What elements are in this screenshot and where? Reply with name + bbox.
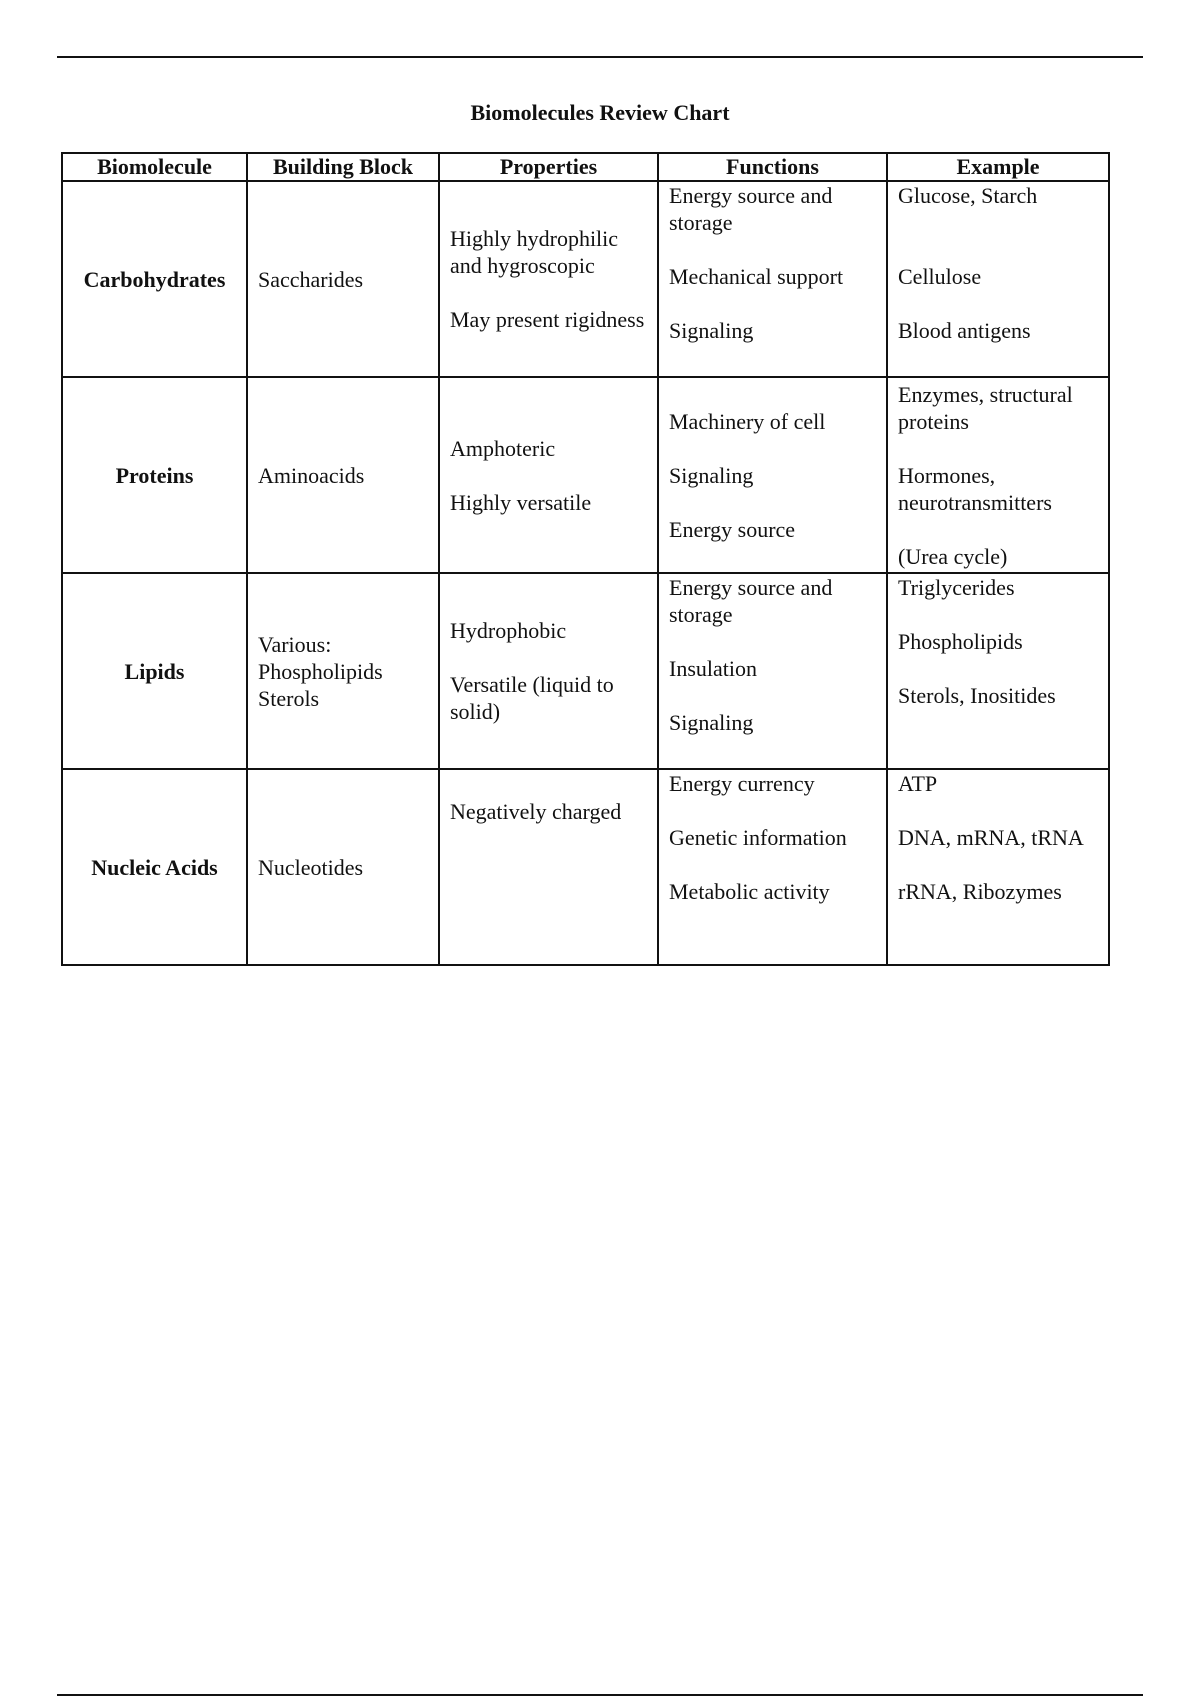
function-text: Signaling — [669, 318, 754, 343]
example-text: Hormones, neurotransmitters — [898, 462, 1052, 515]
bottom-rule — [57, 1694, 1143, 1696]
header-row — [62, 153, 1109, 181]
functions-cell — [658, 377, 887, 573]
function-text: Signaling — [669, 462, 754, 488]
properties-cell — [439, 181, 658, 377]
property-text: Hydrophobic — [450, 618, 567, 643]
page-title: Biomolecules Review Chart — [470, 100, 730, 125]
properties-cell — [439, 573, 658, 769]
example-cell — [887, 181, 1109, 377]
property-text: May present rigidness — [450, 307, 645, 332]
function-text: Insulation — [669, 656, 757, 681]
biomolecule-cell: Lipids — [62, 573, 247, 769]
example-text: ATP — [898, 771, 938, 796]
function-text: Signaling — [669, 710, 754, 735]
function-text: Energy currency — [669, 771, 815, 796]
function-text: Energy source and storage — [669, 575, 833, 627]
example-cell — [887, 573, 1109, 769]
header-properties: Properties — [439, 153, 658, 181]
function-text: Genetic information — [669, 825, 847, 850]
example-text: DNA, mRNA, tRNA — [898, 825, 1084, 850]
biomolecule-cell: Carbohydrates — [62, 181, 247, 377]
building-block-cell — [247, 181, 439, 377]
building-block-cell — [247, 769, 439, 965]
table-row — [62, 181, 1109, 377]
table-row — [62, 769, 1109, 965]
example-text: Enzymes, structural proteins — [898, 381, 1073, 434]
example-text: Cellulose — [898, 264, 982, 289]
example-text: Triglycerides — [898, 575, 1015, 600]
building-block-text: Sterols — [258, 685, 320, 711]
function-text: Energy source — [669, 516, 796, 542]
header-functions: Functions — [658, 153, 887, 181]
example-text: Phospholipids — [898, 629, 1023, 654]
biomolecules-table — [61, 152, 1110, 966]
properties-cell — [439, 769, 658, 965]
building-block-text: Aminoacids — [258, 462, 365, 488]
property-text: Amphoteric — [450, 435, 556, 461]
header-biomolecule: Biomolecule — [62, 153, 247, 181]
example-cell — [887, 377, 1109, 573]
property-text: Versatile (liquid to solid) — [450, 672, 614, 724]
property-text: Highly hydrophilic and hygroscopic — [450, 226, 619, 278]
property-text: Negatively charged — [450, 799, 622, 824]
building-block-text: Nucleotides — [258, 854, 364, 880]
functions-cell — [658, 573, 887, 769]
table-row — [62, 573, 1109, 769]
example-text: Blood antigens — [898, 318, 1031, 343]
building-block-text: Saccharides — [258, 266, 364, 292]
header-example: Example — [887, 153, 1109, 181]
building-block-text: Various: — [258, 631, 332, 657]
example-text: (Urea cycle) — [898, 543, 1008, 569]
function-text: Metabolic activity — [669, 879, 830, 904]
building-block-cell — [247, 377, 439, 573]
building-block-cell — [247, 573, 439, 769]
example-text: Glucose, Starch — [898, 183, 1038, 208]
biomolecule-cell: Nucleic Acids — [62, 769, 247, 965]
table-row — [62, 377, 1109, 573]
example-cell — [887, 769, 1109, 965]
biomolecule-cell: Proteins — [62, 377, 247, 573]
properties-cell — [439, 377, 658, 573]
property-text: Highly versatile — [450, 489, 592, 515]
function-text: Machinery of cell — [669, 408, 826, 434]
function-text: Mechanical support — [669, 264, 844, 289]
example-text: Sterols, Inositides — [898, 683, 1056, 708]
functions-cell — [658, 181, 887, 377]
functions-cell — [658, 769, 887, 965]
example-text: rRNA, Ribozymes — [898, 879, 1062, 904]
top-rule — [57, 56, 1143, 58]
header-building-block: Building Block — [247, 153, 439, 181]
function-text: Energy source and storage — [669, 183, 833, 235]
building-block-text: Phospholipids — [258, 658, 383, 684]
